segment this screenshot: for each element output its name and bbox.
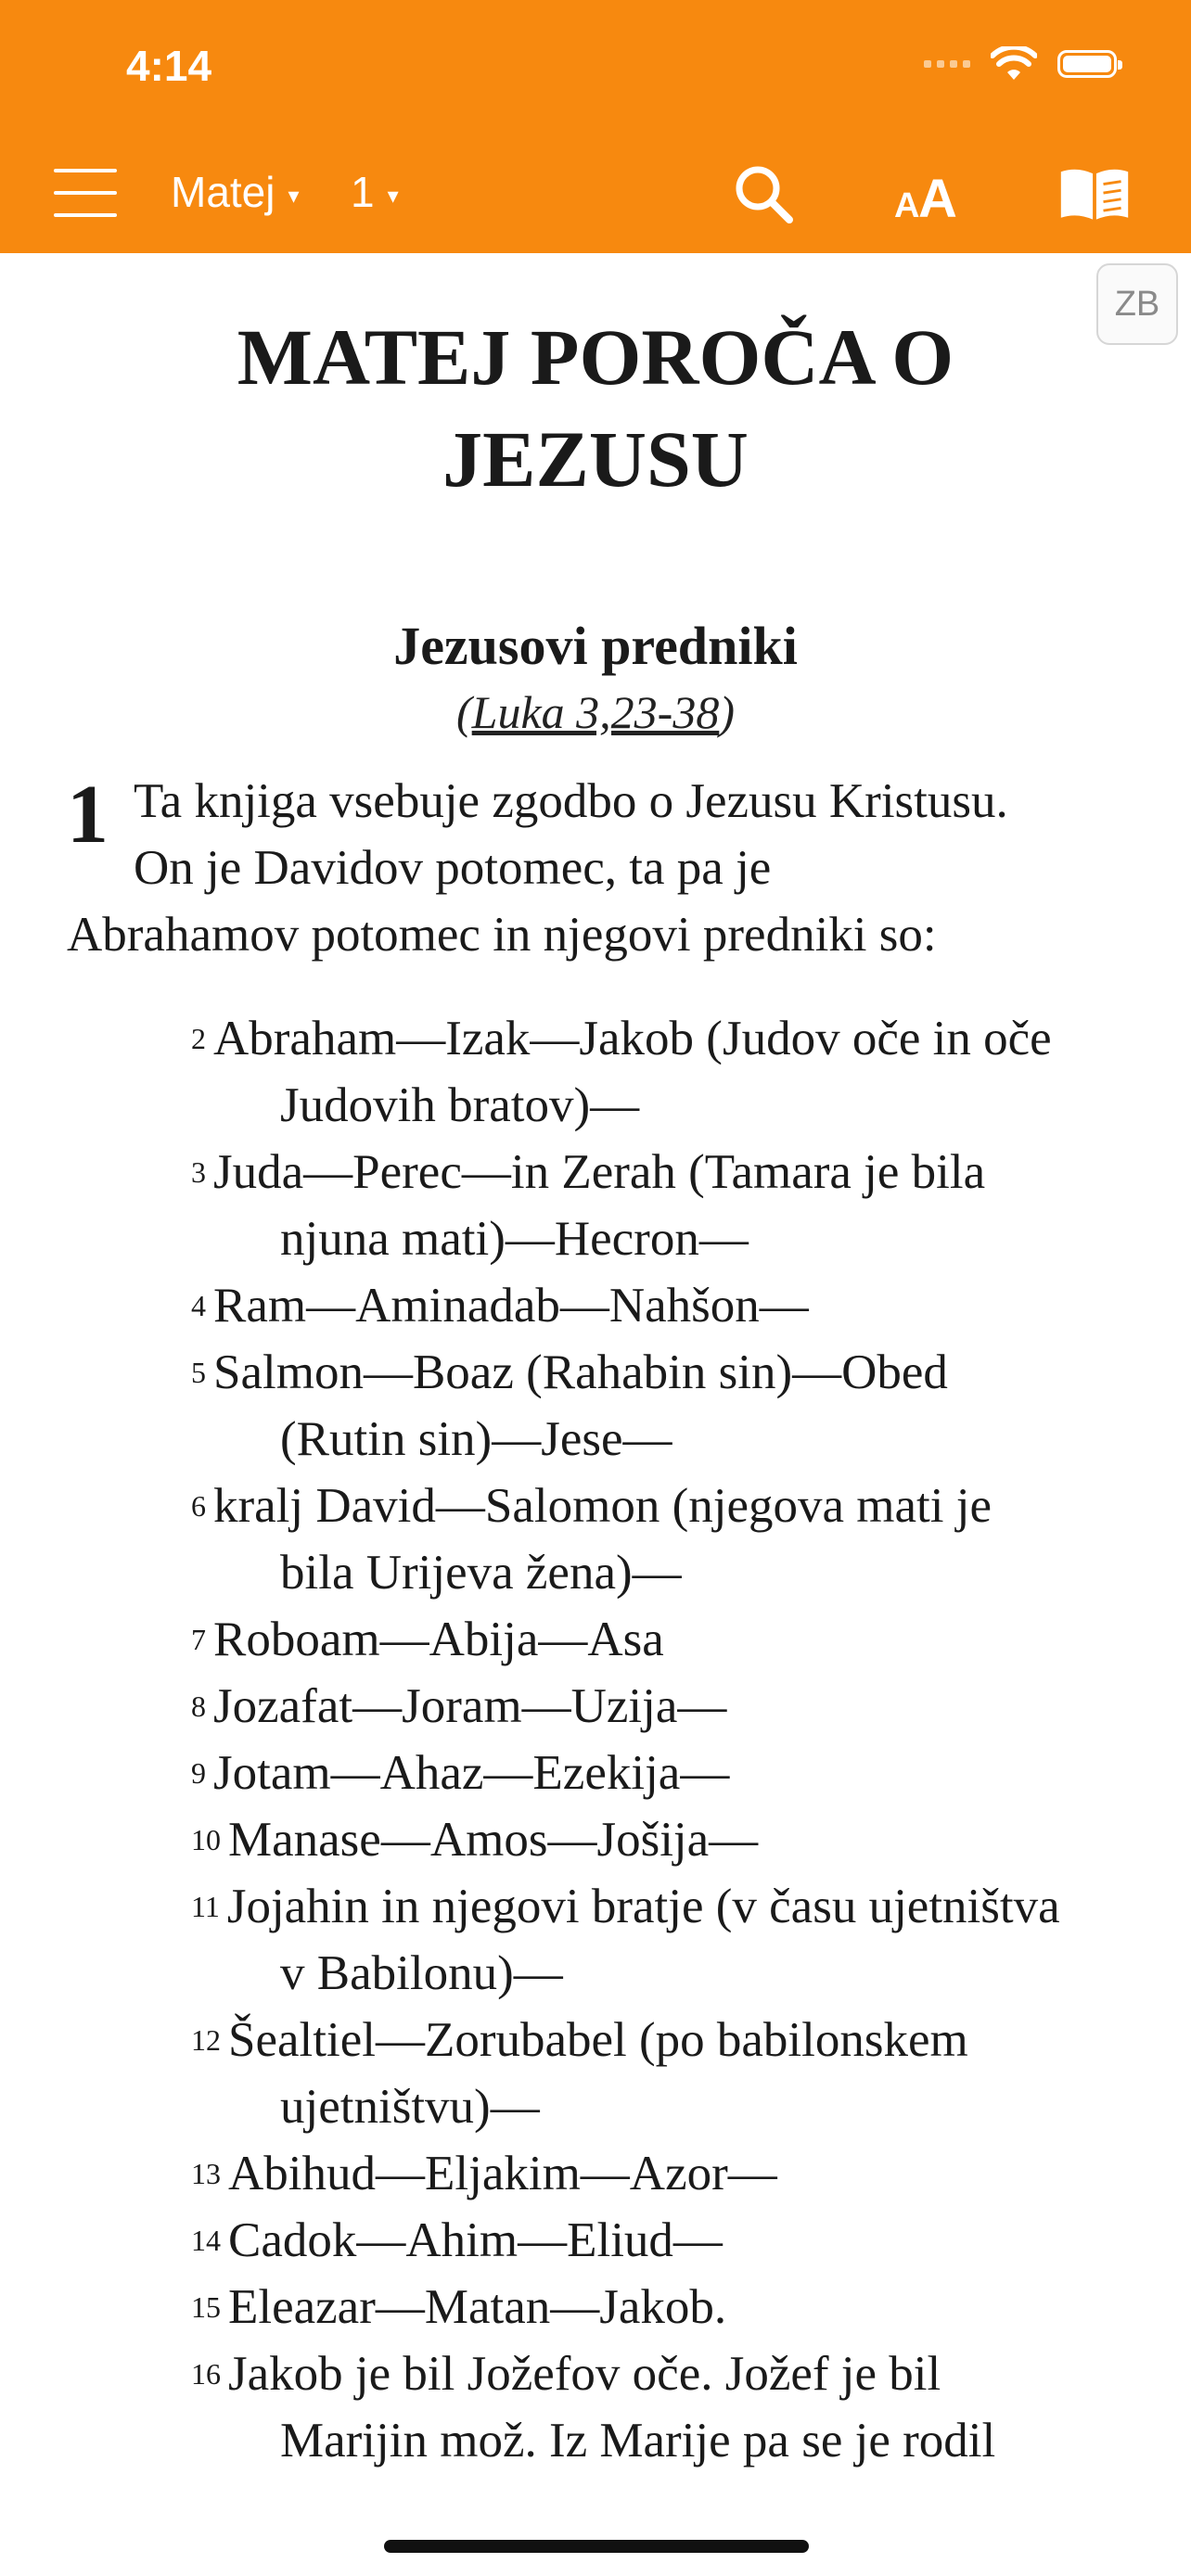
verse-line xyxy=(67,1806,1124,1873)
verse-text: Manase—Amos—Jošija— xyxy=(228,1813,759,1867)
book-selector-label: Matej xyxy=(171,168,275,216)
verse-1-line: Abrahamov potomec in njegovi predniki so: xyxy=(67,908,937,962)
svg-text:A: A xyxy=(894,186,920,223)
verse-item xyxy=(67,1473,1124,1606)
verse-item xyxy=(67,1873,1124,2007)
verse-line xyxy=(67,1473,1124,1539)
verse-item xyxy=(67,1740,1124,1806)
verse-text: Jojahin in njegovi bratje (v času ujetništva xyxy=(226,1880,1060,1933)
verse-number: 15 xyxy=(191,2290,221,2324)
open-book-icon[interactable] xyxy=(1057,158,1132,232)
verse-text: Juda—Perec—in Zerah (Tamara je bila xyxy=(213,1145,986,1199)
verse-text: kralj David—Salomon (njegova mati je xyxy=(213,1479,992,1533)
verse-item xyxy=(67,2007,1124,2140)
chevron-down-icon: ▾ xyxy=(288,183,300,209)
verse-1-line: On je Davidov potomec, ta pa je xyxy=(134,841,772,895)
verse-line xyxy=(67,1005,1124,1072)
verse-text: Ram—Aminadab—Nahšon— xyxy=(213,1279,809,1333)
verse-number: 6 xyxy=(191,1489,206,1523)
menu-icon[interactable] xyxy=(54,169,117,217)
bible-text xyxy=(67,306,1124,2474)
chapter-selector-label: 1 xyxy=(351,168,375,216)
verse-number: 8 xyxy=(191,1690,206,1723)
chevron-down-icon: ▾ xyxy=(387,183,399,209)
verse-item xyxy=(67,1806,1124,1873)
verse-item xyxy=(67,2274,1124,2340)
verse-1-line: Ta knjiga vsebuje zgodbo o Jezusu Kristusu. xyxy=(134,774,1008,828)
cellular-signal-icon xyxy=(924,60,970,68)
verse-text: Eleazar—Matan—Jakob. xyxy=(228,2280,727,2334)
verse-item xyxy=(67,1339,1124,1473)
verse-number: 10 xyxy=(191,1823,221,1856)
verse-continuation: (Rutin sin)—Jese— xyxy=(280,1412,672,1466)
verse-line xyxy=(67,1740,1124,1806)
verse-item xyxy=(67,1272,1124,1339)
verse-continuation: njuna mati)—Hecron— xyxy=(280,1212,749,1266)
verse-number: 7 xyxy=(191,1623,206,1656)
svg-text:A: A xyxy=(918,169,957,223)
verse-number: 12 xyxy=(191,2023,221,2057)
status-time: 4:14 xyxy=(126,42,212,90)
book-title-line1: MATEJ POROČA O xyxy=(237,312,954,402)
wifi-icon xyxy=(991,46,1037,82)
verse-number: 16 xyxy=(191,2357,221,2391)
verse-number: 9 xyxy=(191,1756,206,1790)
verse-number: 2 xyxy=(191,1022,206,1055)
verse-text: Cadok—Ahim—Eliud— xyxy=(228,2213,723,2267)
genealogy-list xyxy=(67,1005,1124,2474)
section-heading: Jezusovi predniki xyxy=(393,616,798,676)
battery-icon xyxy=(1057,50,1117,78)
verse-number: 4 xyxy=(191,1289,206,1322)
verse-number: 5 xyxy=(191,1356,206,1389)
verse-continuation: Judovih bratov)— xyxy=(280,1078,640,1132)
verse-1-paragraph xyxy=(67,768,1124,968)
verse-line xyxy=(67,1673,1124,1740)
verse-text: Šealtiel—Zorubabel (po babilonskem xyxy=(228,2013,968,2067)
verse-item xyxy=(67,2207,1124,2274)
verse-line xyxy=(67,1873,1124,1940)
verse-text: Jozafat—Joram—Uzija— xyxy=(213,1679,727,1733)
verse-text: Abihud—Eljakim—Azor— xyxy=(228,2147,777,2200)
book-title-line2: JEZUSU xyxy=(442,414,749,504)
verse-number: 13 xyxy=(191,2157,221,2190)
search-icon[interactable] xyxy=(727,158,801,232)
verse-number: 14 xyxy=(191,2224,221,2257)
verse-text: Salmon—Boaz (Rahabin sin)—Obed xyxy=(213,1345,948,1399)
verse-text: Abraham—Izak—Jakob (Judov oče in oče xyxy=(213,1012,1052,1065)
verse-line xyxy=(67,2207,1124,2274)
verse-item xyxy=(67,1606,1124,1673)
verse-item xyxy=(67,1005,1124,1139)
verse-item xyxy=(67,2340,1124,2474)
home-indicator[interactable] xyxy=(384,2540,809,2553)
verse-continuation: ujetništvu)— xyxy=(280,2080,540,2134)
text-size-icon[interactable] xyxy=(892,158,967,232)
status-icons xyxy=(924,46,1117,82)
verse-continuation: bila Urijeva žena)— xyxy=(280,1546,682,1600)
verse-line xyxy=(67,1272,1124,1339)
verse-continuation: v Babilonu)— xyxy=(280,1946,563,2000)
verse-line xyxy=(67,1139,1124,1205)
cross-reference-close: ) xyxy=(719,686,735,738)
verse-item xyxy=(67,1673,1124,1740)
verse-number: 11 xyxy=(191,1890,220,1923)
verse-item xyxy=(67,2140,1124,2207)
verse-number: 3 xyxy=(191,1155,206,1189)
verse-line xyxy=(67,1606,1124,1673)
verse-line xyxy=(67,2007,1124,2073)
verse-line xyxy=(67,2274,1124,2340)
verse-item xyxy=(67,1139,1124,1272)
verse-line xyxy=(67,1339,1124,1406)
verse-line xyxy=(67,2340,1124,2407)
verse-line xyxy=(67,2140,1124,2207)
cross-reference-open: ( xyxy=(456,686,472,738)
cross-reference xyxy=(67,684,1124,740)
book-title xyxy=(67,306,1124,510)
chapter-selector[interactable] xyxy=(351,167,399,217)
verse-continuation: Marijin mož. Iz Marije pa se je rodil xyxy=(280,2414,996,2468)
translation-badge[interactable]: ZB xyxy=(1096,263,1178,345)
verse-text: Jakob je bil Jožefov oče. Jožef je bil xyxy=(228,2347,941,2401)
chapter-number: 1 xyxy=(67,769,109,861)
verse-text: Roboam—Abija—Asa xyxy=(213,1613,664,1666)
book-selector[interactable] xyxy=(171,167,300,217)
verse-text: Jotam—Ahaz—Ezekija— xyxy=(213,1746,730,1800)
cross-reference-link[interactable]: Luka 3,23-38 xyxy=(471,686,720,738)
top-app-bar xyxy=(0,0,1191,253)
navigation-bar xyxy=(0,148,1191,241)
